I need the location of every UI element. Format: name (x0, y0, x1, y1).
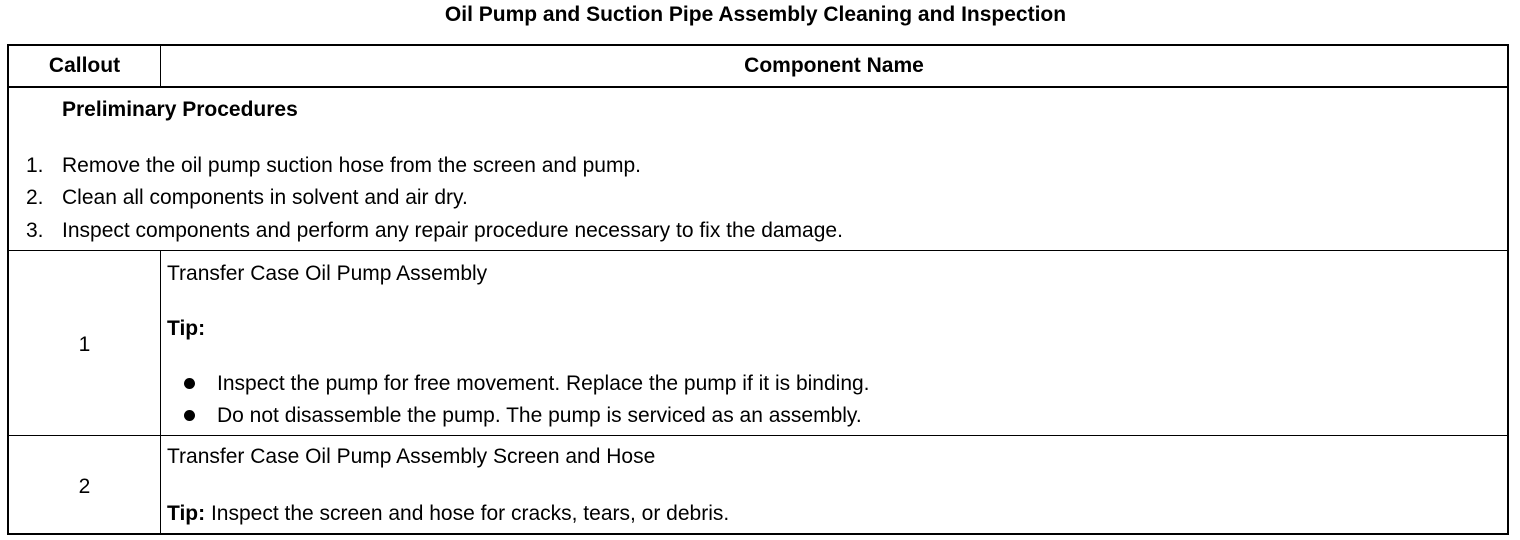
callout-number: 1 (78, 333, 91, 356)
step-number: 3. (26, 219, 44, 242)
tip-label: Tip: (167, 502, 206, 525)
step-text: Clean all components in solvent and air dry. (62, 186, 468, 209)
tip-bullet-text: Do not disassemble the pump. The pump is serviced as an assembly. (217, 404, 862, 427)
preliminary-divider (9, 250, 1507, 251)
step-number: 2. (26, 186, 44, 209)
component-name: Transfer Case Oil Pump Assembly Screen and Hose (167, 445, 656, 468)
page-title: Oil Pump and Suction Pipe Assembly Cleaning and Inspection (444, 3, 1067, 26)
preliminary-heading: Preliminary Procedures (62, 98, 298, 121)
row-divider (9, 435, 1507, 436)
header-divider (9, 86, 1507, 88)
header-component-name: Component Name (744, 54, 924, 77)
component-table (7, 44, 1509, 535)
tip-label: Tip: (167, 317, 206, 340)
step-number: 1. (26, 154, 44, 177)
step-text: Remove the oil pump suction hose from the screen and pump. (62, 154, 641, 177)
callout-number: 2 (78, 475, 91, 498)
tip-bullet-text: Inspect the pump for free movement. Replace the pump if it is binding. (217, 372, 870, 395)
header-callout: Callout (48, 54, 121, 77)
step-text: Inspect components and perform any repair procedure necessary to fix the damage. (62, 219, 843, 242)
bullet-icon (184, 410, 195, 421)
component-name: Transfer Case Oil Pump Assembly (167, 262, 488, 285)
tip-text: Inspect the screen and hose for cracks, tears, or debris. (205, 502, 730, 525)
tip-line (167, 501, 729, 527)
body-column-divider (160, 250, 161, 533)
bullet-icon (184, 378, 195, 389)
